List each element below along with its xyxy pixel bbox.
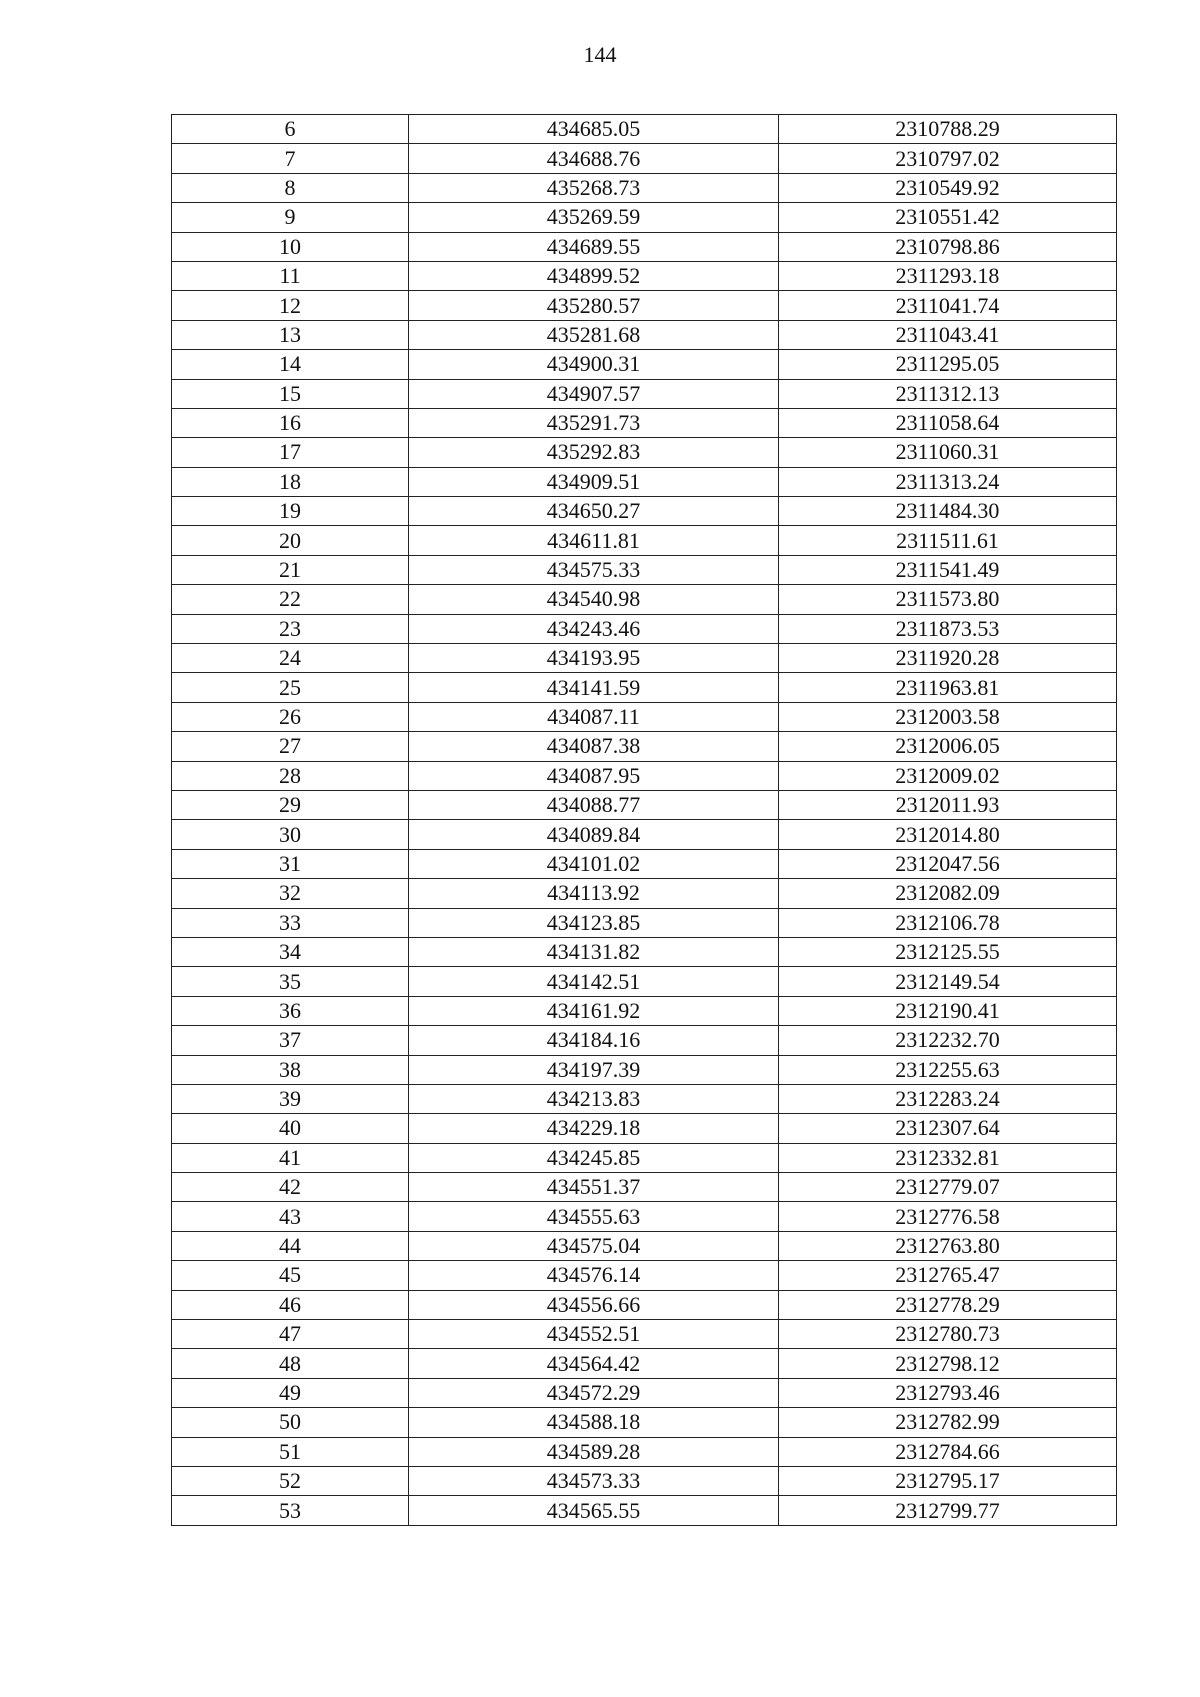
table-row (172, 761, 1117, 790)
x-coordinate-cell: 434552.51 (409, 1320, 779, 1349)
point-number-cell: 10 (172, 232, 409, 261)
x-coordinate-cell: 435280.57 (409, 291, 779, 320)
table-row (172, 320, 1117, 349)
table-row (172, 849, 1117, 878)
y-coordinate-cell: 2312793.46 (779, 1378, 1117, 1407)
y-coordinate-cell: 2312082.09 (779, 879, 1117, 908)
y-coordinate-cell: 2312006.05 (779, 732, 1117, 761)
y-coordinate-cell: 2312047.56 (779, 849, 1117, 878)
coordinates-table (171, 114, 1117, 1526)
x-coordinate-cell: 434575.04 (409, 1231, 779, 1260)
y-coordinate-cell: 2312778.29 (779, 1290, 1117, 1319)
table-row (172, 261, 1117, 290)
x-coordinate-cell: 434689.55 (409, 232, 779, 261)
point-number-cell: 51 (172, 1437, 409, 1466)
table-row (172, 790, 1117, 819)
point-number-cell: 12 (172, 291, 409, 320)
x-coordinate-cell: 434193.95 (409, 644, 779, 673)
x-coordinate-cell: 434611.81 (409, 526, 779, 555)
y-coordinate-cell: 2311873.53 (779, 614, 1117, 643)
point-number-cell: 33 (172, 908, 409, 937)
x-coordinate-cell: 434131.82 (409, 937, 779, 966)
x-coordinate-cell: 434564.42 (409, 1349, 779, 1378)
point-number-cell: 45 (172, 1261, 409, 1290)
y-coordinate-cell: 2312003.58 (779, 702, 1117, 731)
point-number-cell: 13 (172, 320, 409, 349)
point-number-cell: 44 (172, 1231, 409, 1260)
y-coordinate-cell: 2312798.12 (779, 1349, 1117, 1378)
x-coordinate-cell: 434909.51 (409, 467, 779, 496)
point-number-cell: 9 (172, 203, 409, 232)
y-coordinate-cell: 2311043.41 (779, 320, 1117, 349)
x-coordinate-cell: 435269.59 (409, 203, 779, 232)
point-number-cell: 42 (172, 1173, 409, 1202)
table-row (172, 644, 1117, 673)
table-row (172, 1114, 1117, 1143)
y-coordinate-cell: 2311541.49 (779, 555, 1117, 584)
point-number-cell: 25 (172, 673, 409, 702)
table-row (172, 1173, 1117, 1202)
point-number-cell: 52 (172, 1466, 409, 1495)
point-number-cell: 31 (172, 849, 409, 878)
table-row (172, 467, 1117, 496)
table-row (172, 732, 1117, 761)
x-coordinate-cell: 434087.11 (409, 702, 779, 731)
x-coordinate-cell: 434572.29 (409, 1378, 779, 1407)
y-coordinate-cell: 2312782.99 (779, 1408, 1117, 1437)
y-coordinate-cell: 2312149.54 (779, 967, 1117, 996)
table-row (172, 115, 1117, 144)
table-row (172, 1055, 1117, 1084)
point-number-cell: 21 (172, 555, 409, 584)
table-row (172, 203, 1117, 232)
y-coordinate-cell: 2312332.81 (779, 1143, 1117, 1172)
table-row (172, 408, 1117, 437)
table-row (172, 173, 1117, 202)
point-number-cell: 11 (172, 261, 409, 290)
x-coordinate-cell: 434087.95 (409, 761, 779, 790)
table-row (172, 1466, 1117, 1495)
x-coordinate-cell: 434688.76 (409, 144, 779, 173)
point-number-cell: 49 (172, 1378, 409, 1407)
point-number-cell: 27 (172, 732, 409, 761)
y-coordinate-cell: 2311920.28 (779, 644, 1117, 673)
table-row (172, 1496, 1117, 1525)
point-number-cell: 47 (172, 1320, 409, 1349)
table-row (172, 1320, 1117, 1349)
table-row (172, 232, 1117, 261)
table-row (172, 673, 1117, 702)
point-number-cell: 14 (172, 350, 409, 379)
table-row (172, 1437, 1117, 1466)
point-number-cell: 30 (172, 820, 409, 849)
y-coordinate-cell: 2312125.55 (779, 937, 1117, 966)
point-number-cell: 35 (172, 967, 409, 996)
table-row (172, 1261, 1117, 1290)
table-row (172, 555, 1117, 584)
coordinates-table-body (172, 115, 1117, 1526)
point-number-cell: 39 (172, 1084, 409, 1113)
point-number-cell: 53 (172, 1496, 409, 1525)
y-coordinate-cell: 2310798.86 (779, 232, 1117, 261)
point-number-cell: 32 (172, 879, 409, 908)
y-coordinate-cell: 2311060.31 (779, 438, 1117, 467)
x-coordinate-cell: 434576.14 (409, 1261, 779, 1290)
table-row (172, 497, 1117, 526)
x-coordinate-cell: 434685.05 (409, 115, 779, 144)
x-coordinate-cell: 434142.51 (409, 967, 779, 996)
y-coordinate-cell: 2312232.70 (779, 1026, 1117, 1055)
table-row (172, 702, 1117, 731)
point-number-cell: 41 (172, 1143, 409, 1172)
x-coordinate-cell: 434556.66 (409, 1290, 779, 1319)
table-row (172, 1408, 1117, 1437)
y-coordinate-cell: 2312106.78 (779, 908, 1117, 937)
table-row (172, 291, 1117, 320)
table-row (172, 1026, 1117, 1055)
y-coordinate-cell: 2312763.80 (779, 1231, 1117, 1260)
y-coordinate-cell: 2312784.66 (779, 1437, 1117, 1466)
y-coordinate-cell: 2312780.73 (779, 1320, 1117, 1349)
x-coordinate-cell: 434565.55 (409, 1496, 779, 1525)
x-coordinate-cell: 434540.98 (409, 585, 779, 614)
table-row (172, 379, 1117, 408)
x-coordinate-cell: 434650.27 (409, 497, 779, 526)
y-coordinate-cell: 2311295.05 (779, 350, 1117, 379)
y-coordinate-cell: 2311058.64 (779, 408, 1117, 437)
y-coordinate-cell: 2312255.63 (779, 1055, 1117, 1084)
point-number-cell: 18 (172, 467, 409, 496)
table-row (172, 1143, 1117, 1172)
point-number-cell: 46 (172, 1290, 409, 1319)
x-coordinate-cell: 434101.02 (409, 849, 779, 878)
y-coordinate-cell: 2311963.81 (779, 673, 1117, 702)
y-coordinate-cell: 2312014.80 (779, 820, 1117, 849)
point-number-cell: 43 (172, 1202, 409, 1231)
x-coordinate-cell: 434123.85 (409, 908, 779, 937)
point-number-cell: 15 (172, 379, 409, 408)
x-coordinate-cell: 435292.83 (409, 438, 779, 467)
x-coordinate-cell: 434229.18 (409, 1114, 779, 1143)
point-number-cell: 19 (172, 497, 409, 526)
table-row (172, 996, 1117, 1025)
x-coordinate-cell: 434161.92 (409, 996, 779, 1025)
point-number-cell: 40 (172, 1114, 409, 1143)
table-row (172, 1349, 1117, 1378)
table-row (172, 144, 1117, 173)
point-number-cell: 26 (172, 702, 409, 731)
x-coordinate-cell: 435281.68 (409, 320, 779, 349)
y-coordinate-cell: 2311313.24 (779, 467, 1117, 496)
x-coordinate-cell: 434141.59 (409, 673, 779, 702)
x-coordinate-cell: 435268.73 (409, 173, 779, 202)
y-coordinate-cell: 2310551.42 (779, 203, 1117, 232)
table-row (172, 585, 1117, 614)
table-row (172, 1378, 1117, 1407)
table-row (172, 937, 1117, 966)
x-coordinate-cell: 434588.18 (409, 1408, 779, 1437)
table-row (172, 1231, 1117, 1260)
x-coordinate-cell: 434245.85 (409, 1143, 779, 1172)
point-number-cell: 16 (172, 408, 409, 437)
y-coordinate-cell: 2310549.92 (779, 173, 1117, 202)
y-coordinate-cell: 2311041.74 (779, 291, 1117, 320)
y-coordinate-cell: 2312779.07 (779, 1173, 1117, 1202)
x-coordinate-cell: 434899.52 (409, 261, 779, 290)
y-coordinate-cell: 2312799.77 (779, 1496, 1117, 1525)
x-coordinate-cell: 434573.33 (409, 1466, 779, 1495)
y-coordinate-cell: 2312795.17 (779, 1466, 1117, 1495)
table-row (172, 526, 1117, 555)
x-coordinate-cell: 434113.92 (409, 879, 779, 908)
x-coordinate-cell: 434589.28 (409, 1437, 779, 1466)
y-coordinate-cell: 2312009.02 (779, 761, 1117, 790)
table-row (172, 820, 1117, 849)
table-row (172, 1084, 1117, 1113)
y-coordinate-cell: 2311484.30 (779, 497, 1117, 526)
x-coordinate-cell: 434900.31 (409, 350, 779, 379)
y-coordinate-cell: 2312307.64 (779, 1114, 1117, 1143)
x-coordinate-cell: 435291.73 (409, 408, 779, 437)
x-coordinate-cell: 434551.37 (409, 1173, 779, 1202)
y-coordinate-cell: 2311293.18 (779, 261, 1117, 290)
point-number-cell: 22 (172, 585, 409, 614)
x-coordinate-cell: 434575.33 (409, 555, 779, 584)
table-row (172, 1202, 1117, 1231)
point-number-cell: 29 (172, 790, 409, 819)
point-number-cell: 23 (172, 614, 409, 643)
table-row (172, 438, 1117, 467)
point-number-cell: 7 (172, 144, 409, 173)
point-number-cell: 34 (172, 937, 409, 966)
table-row (172, 614, 1117, 643)
y-coordinate-cell: 2312283.24 (779, 1084, 1117, 1113)
x-coordinate-cell: 434243.46 (409, 614, 779, 643)
table-row (172, 879, 1117, 908)
table-row (172, 1290, 1117, 1319)
x-coordinate-cell: 434555.63 (409, 1202, 779, 1231)
point-number-cell: 38 (172, 1055, 409, 1084)
x-coordinate-cell: 434197.39 (409, 1055, 779, 1084)
point-number-cell: 17 (172, 438, 409, 467)
x-coordinate-cell: 434088.77 (409, 790, 779, 819)
point-number-cell: 6 (172, 115, 409, 144)
y-coordinate-cell: 2312190.41 (779, 996, 1117, 1025)
y-coordinate-cell: 2311573.80 (779, 585, 1117, 614)
point-number-cell: 8 (172, 173, 409, 202)
table-row (172, 908, 1117, 937)
y-coordinate-cell: 2312011.93 (779, 790, 1117, 819)
point-number-cell: 36 (172, 996, 409, 1025)
x-coordinate-cell: 434907.57 (409, 379, 779, 408)
table-row (172, 350, 1117, 379)
y-coordinate-cell: 2310797.02 (779, 144, 1117, 173)
y-coordinate-cell: 2310788.29 (779, 115, 1117, 144)
point-number-cell: 48 (172, 1349, 409, 1378)
table-row (172, 967, 1117, 996)
x-coordinate-cell: 434089.84 (409, 820, 779, 849)
y-coordinate-cell: 2312765.47 (779, 1261, 1117, 1290)
point-number-cell: 24 (172, 644, 409, 673)
x-coordinate-cell: 434184.16 (409, 1026, 779, 1055)
point-number-cell: 37 (172, 1026, 409, 1055)
point-number-cell: 20 (172, 526, 409, 555)
x-coordinate-cell: 434087.38 (409, 732, 779, 761)
page-number: 144 (583, 42, 617, 67)
point-number-cell: 28 (172, 761, 409, 790)
y-coordinate-cell: 2311312.13 (779, 379, 1117, 408)
x-coordinate-cell: 434213.83 (409, 1084, 779, 1113)
point-number-cell: 50 (172, 1408, 409, 1437)
y-coordinate-cell: 2311511.61 (779, 526, 1117, 555)
y-coordinate-cell: 2312776.58 (779, 1202, 1117, 1231)
